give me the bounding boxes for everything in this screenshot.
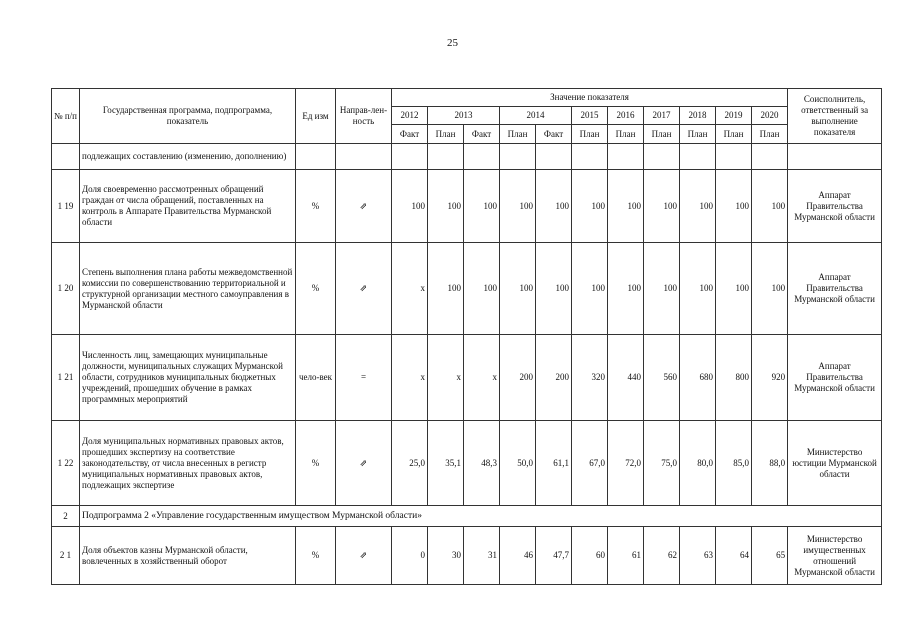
header-sub: Факт [536, 125, 572, 144]
header-sub: План [716, 125, 752, 144]
value-cell: 63 [680, 527, 716, 585]
cell-empty [296, 144, 336, 170]
row-name: Доля муниципальных нормативных правовых актов, прошедших экспертизу на соответствие законодательству, от числа внесенных в регистр муниципальных нормативных правовых актов, подлежащих экспертизе [80, 421, 296, 506]
value-cell: 35,1 [428, 421, 464, 506]
value-cell: 100 [392, 170, 428, 243]
row-num: 1 21 [52, 335, 80, 421]
value-cell: 67,0 [572, 421, 608, 506]
value-cell: 61,1 [536, 421, 572, 506]
value-cell: x [392, 335, 428, 421]
value-cell: 72,0 [608, 421, 644, 506]
value-cell: 30 [428, 527, 464, 585]
row-name: Численность лиц, замещающих муниципальные должности, муниципальных служащих Мурманской области, сотрудников муниципальных бюджетных учреждений, прошедших обучение в рамках программных мероприятий [80, 335, 296, 421]
value-cell: 100 [608, 243, 644, 335]
value-cell: 100 [752, 170, 788, 243]
header-sub: План [428, 125, 464, 144]
value-cell: 100 [536, 243, 572, 335]
value-cell: 100 [464, 243, 500, 335]
header-unit: Ед изм [296, 89, 336, 144]
header-coexecutor: Соисполнитель, ответственный за выполнение показателя [788, 89, 882, 144]
header-value-group: Значение показателя [392, 89, 788, 107]
value-cell: 47,7 [536, 527, 572, 585]
cell-empty [536, 144, 572, 170]
value-cell: 200 [500, 335, 536, 421]
header-year: 2013 [428, 107, 500, 125]
cell-empty [680, 144, 716, 170]
arrow-up-right-icon: ⇗ [359, 457, 368, 468]
cell-empty [644, 144, 680, 170]
row-executor: Аппарат Правительства Мурманской области [788, 335, 882, 421]
row-executor: Аппарат Правительства Мурманской области [788, 243, 882, 335]
table-row [52, 243, 882, 335]
value-cell: 0 [392, 527, 428, 585]
header-year: 2012 [392, 107, 428, 125]
value-cell: x [464, 335, 500, 421]
row-direction [336, 243, 392, 335]
row-unit: % [296, 527, 336, 585]
value-cell: 800 [716, 335, 752, 421]
value-cell: 25,0 [392, 421, 428, 506]
cell-empty [336, 144, 392, 170]
cell-empty [752, 144, 788, 170]
row-executor: Аппарат Правительства Мурманской области [788, 170, 882, 243]
header-direction: Направ-лен-ность [336, 89, 392, 144]
value-cell: 200 [536, 335, 572, 421]
value-cell: 100 [644, 170, 680, 243]
row-name: Степень выполнения плана работы межведомственной комиссии по совершенствованию территориальной и структурной организации местного самоуправления в Мурманской области [80, 243, 296, 335]
header-year: 2020 [752, 107, 788, 125]
row-direction [336, 527, 392, 585]
value-cell: 100 [752, 243, 788, 335]
row-unit: % [296, 243, 336, 335]
header-year: 2016 [608, 107, 644, 125]
header-year: 2018 [680, 107, 716, 125]
arrow-up-right-icon: ⇗ [359, 200, 368, 211]
value-cell: 65 [752, 527, 788, 585]
value-cell: 560 [644, 335, 680, 421]
row-unit: % [296, 421, 336, 506]
value-cell: 85,0 [716, 421, 752, 506]
row-executor: Министерство имущественных отношений Мурманской области [788, 527, 882, 585]
continuation-row [52, 144, 882, 170]
cell-empty [52, 144, 80, 170]
value-cell: 680 [680, 335, 716, 421]
value-cell: 100 [500, 170, 536, 243]
header-sub: План [680, 125, 716, 144]
value-cell: 920 [752, 335, 788, 421]
header-program: Государственная программа, подпрограмма, показатель [80, 89, 296, 144]
cell-empty [428, 144, 464, 170]
arrow-up-right-icon: ⇗ [359, 550, 368, 560]
value-cell: 48,3 [464, 421, 500, 506]
value-cell: 100 [536, 170, 572, 243]
row-num: 1 20 [52, 243, 80, 335]
row-num: 1 22 [52, 421, 80, 506]
page-number: 25 [447, 37, 458, 49]
header-sub: Факт [464, 125, 500, 144]
value-cell: 46 [500, 527, 536, 585]
value-cell: 60 [572, 527, 608, 585]
arrow-up-right-icon: ⇗ [359, 283, 368, 293]
header-sub: План [500, 125, 536, 144]
equals-icon: = [360, 372, 367, 382]
value-cell: 88,0 [752, 421, 788, 506]
value-cell: 100 [572, 243, 608, 335]
value-cell: 31 [464, 527, 500, 585]
cell-empty [716, 144, 752, 170]
cell-empty [464, 144, 500, 170]
value-cell: 100 [644, 243, 680, 335]
row-name: Доля объектов казны Мурманской области, вовлеченных в хозяйственный оборот [80, 527, 296, 585]
cell-empty [788, 144, 882, 170]
value-cell: 100 [428, 170, 464, 243]
cell-empty [500, 144, 536, 170]
cell-empty [392, 144, 428, 170]
header-year: 2017 [644, 107, 680, 125]
row-name: Доля своевременно рассмотренных обращений граждан от числа обращений, поставленных на контроль в Аппарате Правительства Мурманской области [80, 170, 296, 243]
value-cell: 440 [608, 335, 644, 421]
table-row [52, 170, 882, 243]
cell-empty [572, 144, 608, 170]
header-row-1 [52, 89, 882, 107]
value-cell: 100 [680, 243, 716, 335]
cell-empty [608, 144, 644, 170]
value-cell: 100 [572, 170, 608, 243]
table-row [52, 527, 882, 585]
value-cell: 64 [716, 527, 752, 585]
value-cell: 100 [716, 170, 752, 243]
value-cell: 100 [608, 170, 644, 243]
header-sub: План [572, 125, 608, 144]
value-cell: x [428, 335, 464, 421]
value-cell: 100 [680, 170, 716, 243]
table-row [52, 421, 882, 506]
header-year: 2015 [572, 107, 608, 125]
table-row [52, 335, 882, 421]
continuation-text: подлежащих составлению (изменению, дополнению) [80, 144, 296, 170]
value-cell: 61 [608, 527, 644, 585]
value-cell: 100 [464, 170, 500, 243]
subprogram-title: Подпрограмма 2 «Управление государственным имуществом Мурманской области» [80, 506, 882, 527]
row-direction [336, 170, 392, 243]
header-sub: Факт [392, 125, 428, 144]
subprogram-num: 2 [52, 506, 80, 527]
row-num: 2 1 [52, 527, 80, 585]
row-unit: % [296, 170, 336, 243]
value-cell: 50,0 [500, 421, 536, 506]
row-unit: чело-век [296, 335, 336, 421]
row-direction [336, 421, 392, 506]
header-sub: План [752, 125, 788, 144]
subprogram-row [52, 506, 882, 527]
value-cell: 75,0 [644, 421, 680, 506]
header-sub: План [644, 125, 680, 144]
row-num: 1 19 [52, 170, 80, 243]
value-cell: 100 [428, 243, 464, 335]
value-cell: 100 [500, 243, 536, 335]
header-year: 2019 [716, 107, 752, 125]
value-cell: 80,0 [680, 421, 716, 506]
indicators-table [51, 88, 882, 585]
row-executor: Министерство юстиции Мурманской области [788, 421, 882, 506]
header-year: 2014 [500, 107, 572, 125]
header-num: № п/п [52, 89, 80, 144]
value-cell: 320 [572, 335, 608, 421]
value-cell: 100 [716, 243, 752, 335]
header-sub: План [608, 125, 644, 144]
value-cell: x [392, 243, 428, 335]
row-direction [336, 335, 392, 421]
value-cell: 62 [644, 527, 680, 585]
